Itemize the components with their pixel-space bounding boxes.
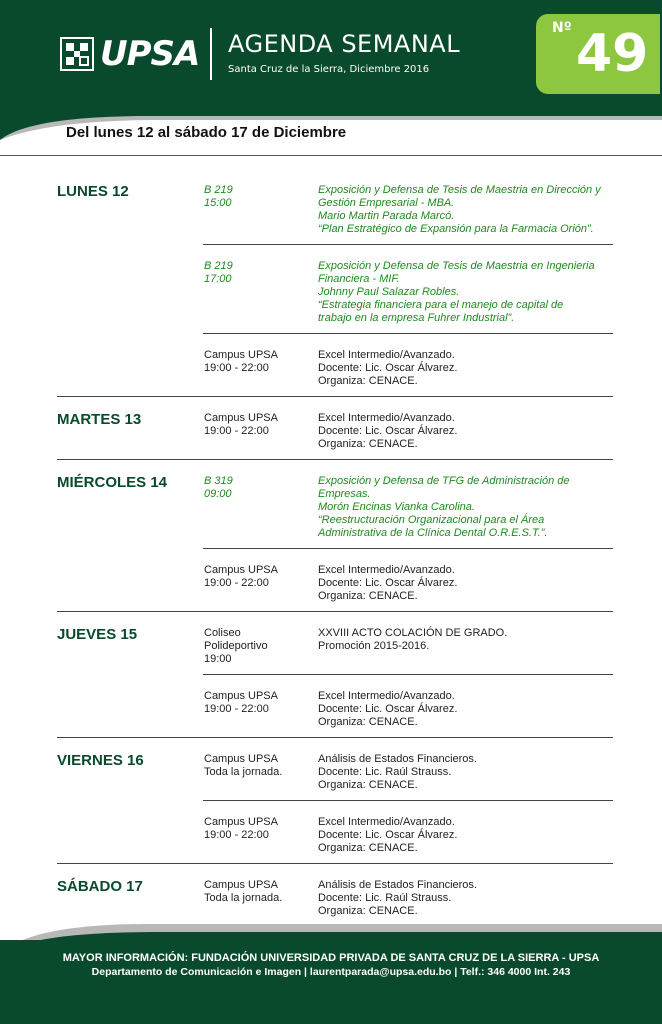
upsa-logo — [60, 34, 199, 74]
event-place-line: Campus UPSA — [204, 753, 278, 765]
event-description-line: Análisis de Estados Financieros. — [318, 753, 477, 765]
event-description-line: Johnny Paul Salazar Robles. — [318, 286, 460, 298]
event-description — [318, 627, 618, 653]
event-description-line: Administrativa de la Clínica Dental O.R.E.S.T.”. — [318, 527, 548, 539]
row-divider — [57, 611, 613, 612]
event-place-line: Campus UPSA — [204, 564, 278, 576]
logo-text: UPSA — [100, 34, 200, 74]
event-place-line: 19:00 - 22:00 — [204, 362, 269, 374]
event-description-line: Promoción 2015-2016. — [318, 640, 430, 652]
header-divider — [210, 28, 212, 80]
event-description — [318, 184, 618, 236]
row-divider — [203, 800, 613, 801]
event-description-line: Organiza: CENACE. — [318, 590, 418, 602]
event-description-line: Empresas. — [318, 488, 371, 500]
event-description-line: Excel Intermedio/Avanzado. — [318, 412, 455, 424]
event-place-time — [204, 412, 278, 438]
event-description — [318, 879, 618, 918]
header-bar — [0, 0, 662, 112]
event-description-line: “Reestructuración Organizacional para el Área — [318, 514, 545, 526]
event-place-line: Campus UPSA — [204, 690, 278, 702]
event-place-line: 19:00 - 22:00 — [204, 703, 269, 715]
event-description-line: Organiza: CENACE. — [318, 375, 418, 387]
event-description — [318, 260, 618, 325]
event-place-line: Campus UPSA — [204, 816, 278, 828]
event-place-line: 19:00 - 22:00 — [204, 425, 269, 437]
event-description — [318, 690, 618, 729]
event-description-line: Análisis de Estados Financieros. — [318, 879, 477, 891]
event-place-line: B 319 — [204, 475, 233, 487]
date-range-divider — [0, 155, 662, 156]
event-description — [318, 564, 618, 603]
event-description-line: Excel Intermedio/Avanzado. — [318, 564, 455, 576]
issue-number: 49 — [576, 24, 649, 84]
event-description-line: Docente: Lic. Oscar Álvarez. — [318, 577, 458, 589]
issue-number-prefix: Nº — [552, 20, 572, 36]
row-divider — [203, 674, 613, 675]
event-place-time — [204, 690, 278, 716]
upsa-emblem-icon — [60, 37, 94, 71]
event-description-line: Docente: Lic. Oscar Álvarez. — [318, 829, 458, 841]
event-description — [318, 475, 618, 540]
row-divider — [57, 863, 613, 864]
event-description-line: “Plan Estratégico de Expansión para la Farmacia Orión”. — [318, 223, 594, 235]
day-label: MIÉRCOLES 14 — [57, 474, 168, 491]
event-description-line: Docente: Lic. Oscar Álvarez. — [318, 703, 458, 715]
event-description-line: Docente: Lic. Oscar Álvarez. — [318, 362, 458, 374]
day-label: SÁBADO 17 — [57, 878, 143, 895]
event-description-line: Gestión Empresarial - MBA. — [318, 197, 455, 209]
event-place-time — [204, 627, 268, 666]
event-place-time — [204, 816, 278, 842]
event-place-line: B 219 — [204, 184, 233, 196]
row-divider — [57, 737, 613, 738]
row-divider — [203, 244, 613, 245]
footer-info-line: MAYOR INFORMACIÓN: FUNDACIÓN UNIVERSIDAD PRIVADA DE SANTA CRUZ DE LA SIERRA - UPSA — [62, 952, 600, 964]
event-place-time — [204, 753, 282, 779]
event-place-line: 17:00 — [204, 273, 232, 285]
event-description-line: Organiza: CENACE. — [318, 438, 418, 450]
event-description-line: Excel Intermedio/Avanzado. — [318, 816, 455, 828]
event-place-time — [204, 184, 233, 210]
event-place-line: 19:00 — [204, 653, 232, 665]
event-place-line: Campus UPSA — [204, 349, 278, 361]
event-description-line: Exposición y Defensa de Tesis de Maestria en Dirección y — [318, 184, 601, 196]
event-place-line: Toda la jornada. — [204, 766, 283, 778]
event-description-line: trabajo en la empresa Fuhrer Industrial”. — [318, 312, 515, 324]
event-description-line: Organiza: CENACE. — [318, 905, 418, 917]
event-place-time — [204, 564, 278, 590]
event-place-line: 19:00 - 22:00 — [204, 829, 269, 841]
event-description-line: “Estrategia financiera para el manejo de capital de — [318, 299, 564, 311]
event-place-time — [204, 260, 233, 286]
day-label: JUEVES 15 — [57, 626, 138, 643]
event-description-line: Docente: Lic. Raúl Strauss. — [318, 892, 452, 904]
event-place-line: Campus UPSA — [204, 412, 278, 424]
event-description-line: Docente: Lic. Raúl Strauss. — [318, 766, 452, 778]
event-description-line: Organiza: CENACE. — [318, 716, 418, 728]
event-place-line: 19:00 - 22:00 — [204, 577, 269, 589]
event-description — [318, 753, 618, 792]
event-description-line: Financiera - MIF. — [318, 273, 400, 285]
event-description-line: Exposición y Defensa de Tesis de Maestria en Ingenieria — [318, 260, 595, 272]
row-divider — [203, 548, 613, 549]
event-place-line: Polideportivo — [204, 640, 268, 652]
day-label: VIERNES 16 — [57, 752, 144, 769]
event-place-line: Coliseo — [204, 627, 241, 639]
event-description-line: Excel Intermedio/Avanzado. — [318, 349, 455, 361]
event-description-line: Excel Intermedio/Avanzado. — [318, 690, 455, 702]
event-place-line: 09:00 — [204, 488, 232, 500]
event-description-line: Organiza: CENACE. — [318, 842, 418, 854]
event-description-line: Exposición y Defensa de TFG de Administración de — [318, 475, 570, 487]
issue-number-badge — [536, 14, 660, 94]
event-description-line: Docente: Lic. Oscar Álvarez. — [318, 425, 458, 437]
event-place-line: 15:00 — [204, 197, 232, 209]
event-description-line: XXVIII ACTO COLACIÓN DE GRADO. — [318, 627, 508, 639]
row-divider — [57, 396, 613, 397]
event-place-time — [204, 475, 233, 501]
event-description — [318, 349, 618, 388]
row-divider — [203, 333, 613, 334]
event-description-line: Morón Encinas Vianka Carolina. — [318, 501, 475, 513]
footer-contact-line: Departamento de Comunicación e Imagen | laurentparada@upsa.edu.bo | Telf.: 346 4000 Int. 243 — [91, 966, 571, 978]
page-subtitle: Santa Cruz de la Sierra, Diciembre 2016 — [228, 64, 430, 75]
day-label: LUNES 12 — [57, 183, 129, 200]
event-description — [318, 816, 618, 855]
day-label: MARTES 13 — [57, 411, 142, 428]
date-range-title: Del lunes 12 al sábado 17 de Diciembre — [66, 124, 347, 141]
event-description-line: Organiza: CENACE. — [318, 779, 418, 791]
event-place-time — [204, 879, 282, 905]
row-divider — [57, 459, 613, 460]
event-description — [318, 412, 618, 451]
event-place-line: B 219 — [204, 260, 233, 272]
event-place-line: Toda la jornada. — [204, 892, 283, 904]
page-title: AGENDA SEMANAL — [228, 30, 461, 58]
event-description-line: Mario Martin Parada Marcó. — [318, 210, 455, 222]
event-place-line: Campus UPSA — [204, 879, 278, 891]
event-place-time — [204, 349, 278, 375]
